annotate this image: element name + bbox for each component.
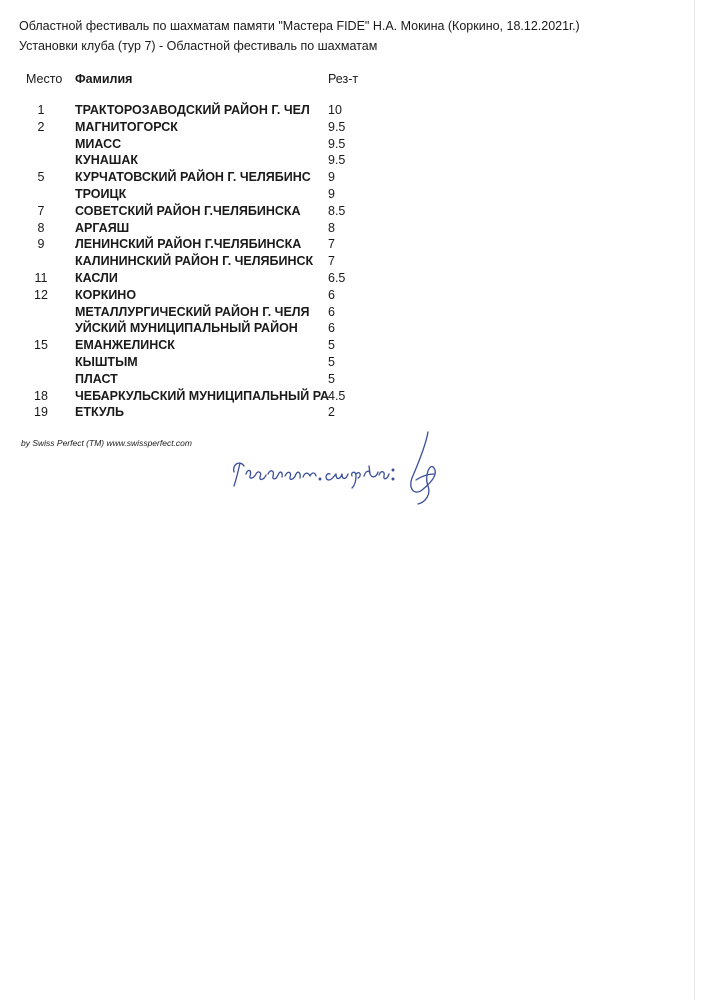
row-team-name: ЕТКУЛЬ xyxy=(75,405,124,420)
table-row xyxy=(0,321,707,338)
column-header-place: Место xyxy=(26,72,63,86)
row-place: 5 xyxy=(37,170,45,185)
table-row xyxy=(0,389,707,406)
row-team-name: КУРЧАТОВСКИЙ РАЙОН Г. ЧЕЛЯБИНС xyxy=(75,170,311,185)
row-team-name: ЛЕНИНСКИЙ РАЙОН Г.ЧЕЛЯБИНСКА xyxy=(75,237,302,252)
row-place: 8 xyxy=(37,220,45,235)
column-header-name: Фамилия xyxy=(75,72,133,86)
chief-judge-signature xyxy=(228,430,468,510)
row-score: 9.5 xyxy=(328,119,346,134)
scan-edge-line xyxy=(694,0,695,1000)
row-place: 7 xyxy=(37,203,45,218)
table-row xyxy=(0,170,707,187)
row-score: 9.5 xyxy=(328,153,346,168)
row-team-name: СОВЕТСКИЙ РАЙОН Г.ЧЕЛЯБИНСКА xyxy=(75,203,301,218)
column-header-score: Рез-т xyxy=(328,72,359,86)
row-score: 8.5 xyxy=(328,203,346,218)
row-place: 9 xyxy=(37,237,45,252)
row-score: 6 xyxy=(328,304,335,319)
table-row xyxy=(0,204,707,221)
row-place: 15 xyxy=(34,338,48,353)
row-score: 10 xyxy=(328,103,342,117)
row-team-name: ТРОИЦК xyxy=(75,186,127,201)
software-credit: by Swiss Perfect (TM) www.swissperfect.com xyxy=(21,438,192,448)
table-row xyxy=(0,137,707,154)
row-team-name: КАСЛИ xyxy=(75,270,118,285)
document-title: Областной фестиваль по шахматам памяти "Мастера FIDE" Н.А. Мокина (Коркино, 18.12.2021г.) xyxy=(19,19,580,33)
row-team-name: КОРКИНО xyxy=(75,287,137,302)
table-row xyxy=(0,237,707,254)
row-score: 5 xyxy=(328,338,335,353)
row-place: 2 xyxy=(37,119,45,134)
row-team-name: ЧЕБАРКУЛЬСКИЙ МУНИЦИПАЛЬНЫЙ РА xyxy=(75,388,329,403)
table-row xyxy=(0,372,707,389)
row-score: 8 xyxy=(328,220,335,235)
row-score: 7 xyxy=(328,254,335,269)
table-row xyxy=(0,355,707,372)
table-row xyxy=(0,103,707,120)
row-score: 4.5 xyxy=(328,388,346,403)
row-score: 5 xyxy=(328,371,335,386)
table-row xyxy=(0,288,707,305)
table-row xyxy=(0,187,707,204)
table-row xyxy=(0,254,707,271)
row-score: 6 xyxy=(328,287,335,302)
results-table xyxy=(0,103,707,422)
table-row xyxy=(0,271,707,288)
table-row xyxy=(0,120,707,137)
row-place: 12 xyxy=(34,287,48,302)
row-team-name: УЙСКИЙ МУНИЦИПАЛЬНЫЙ РАЙОН xyxy=(75,321,298,336)
row-score: 6.5 xyxy=(328,270,346,285)
row-score: 9 xyxy=(328,170,335,185)
row-place: 1 xyxy=(37,103,45,117)
row-team-name: МАГНИТОГОРСК xyxy=(75,119,178,134)
row-place: 11 xyxy=(34,270,48,285)
row-score: 2 xyxy=(328,405,335,420)
row-team-name: КАЛИНИНСКИЙ РАЙОН Г. ЧЕЛЯБИНСК xyxy=(75,254,314,269)
row-place: 18 xyxy=(34,388,48,403)
row-team-name: КУНАШАК xyxy=(75,153,138,168)
table-row xyxy=(0,221,707,238)
row-place: 19 xyxy=(34,405,48,420)
table-row xyxy=(0,338,707,355)
row-score: 9.5 xyxy=(328,136,346,151)
row-team-name: ЕМАНЖЕЛИНСК xyxy=(75,338,175,353)
table-row xyxy=(0,405,707,422)
row-team-name: ПЛАСТ xyxy=(75,371,118,386)
table-row xyxy=(0,305,707,322)
row-score: 5 xyxy=(328,354,335,369)
row-score: 6 xyxy=(328,321,335,336)
table-row xyxy=(0,153,707,170)
row-team-name: КЫШТЫМ xyxy=(75,354,138,369)
row-team-name: МИАСС xyxy=(75,136,122,151)
row-team-name: АРГАЯШ xyxy=(75,220,130,235)
row-team-name: МЕТАЛЛУРГИЧЕСКИЙ РАЙОН Г. ЧЕЛЯ xyxy=(75,304,310,319)
row-score: 9 xyxy=(328,186,335,201)
document-subtitle: Установки клуба (тур 7) - Областной фестиваль по шахматам xyxy=(19,39,378,53)
row-team-name: ТРАКТОРОЗАВОДСКИЙ РАЙОН Г. ЧЕЛ xyxy=(75,103,310,117)
row-score: 7 xyxy=(328,237,335,252)
